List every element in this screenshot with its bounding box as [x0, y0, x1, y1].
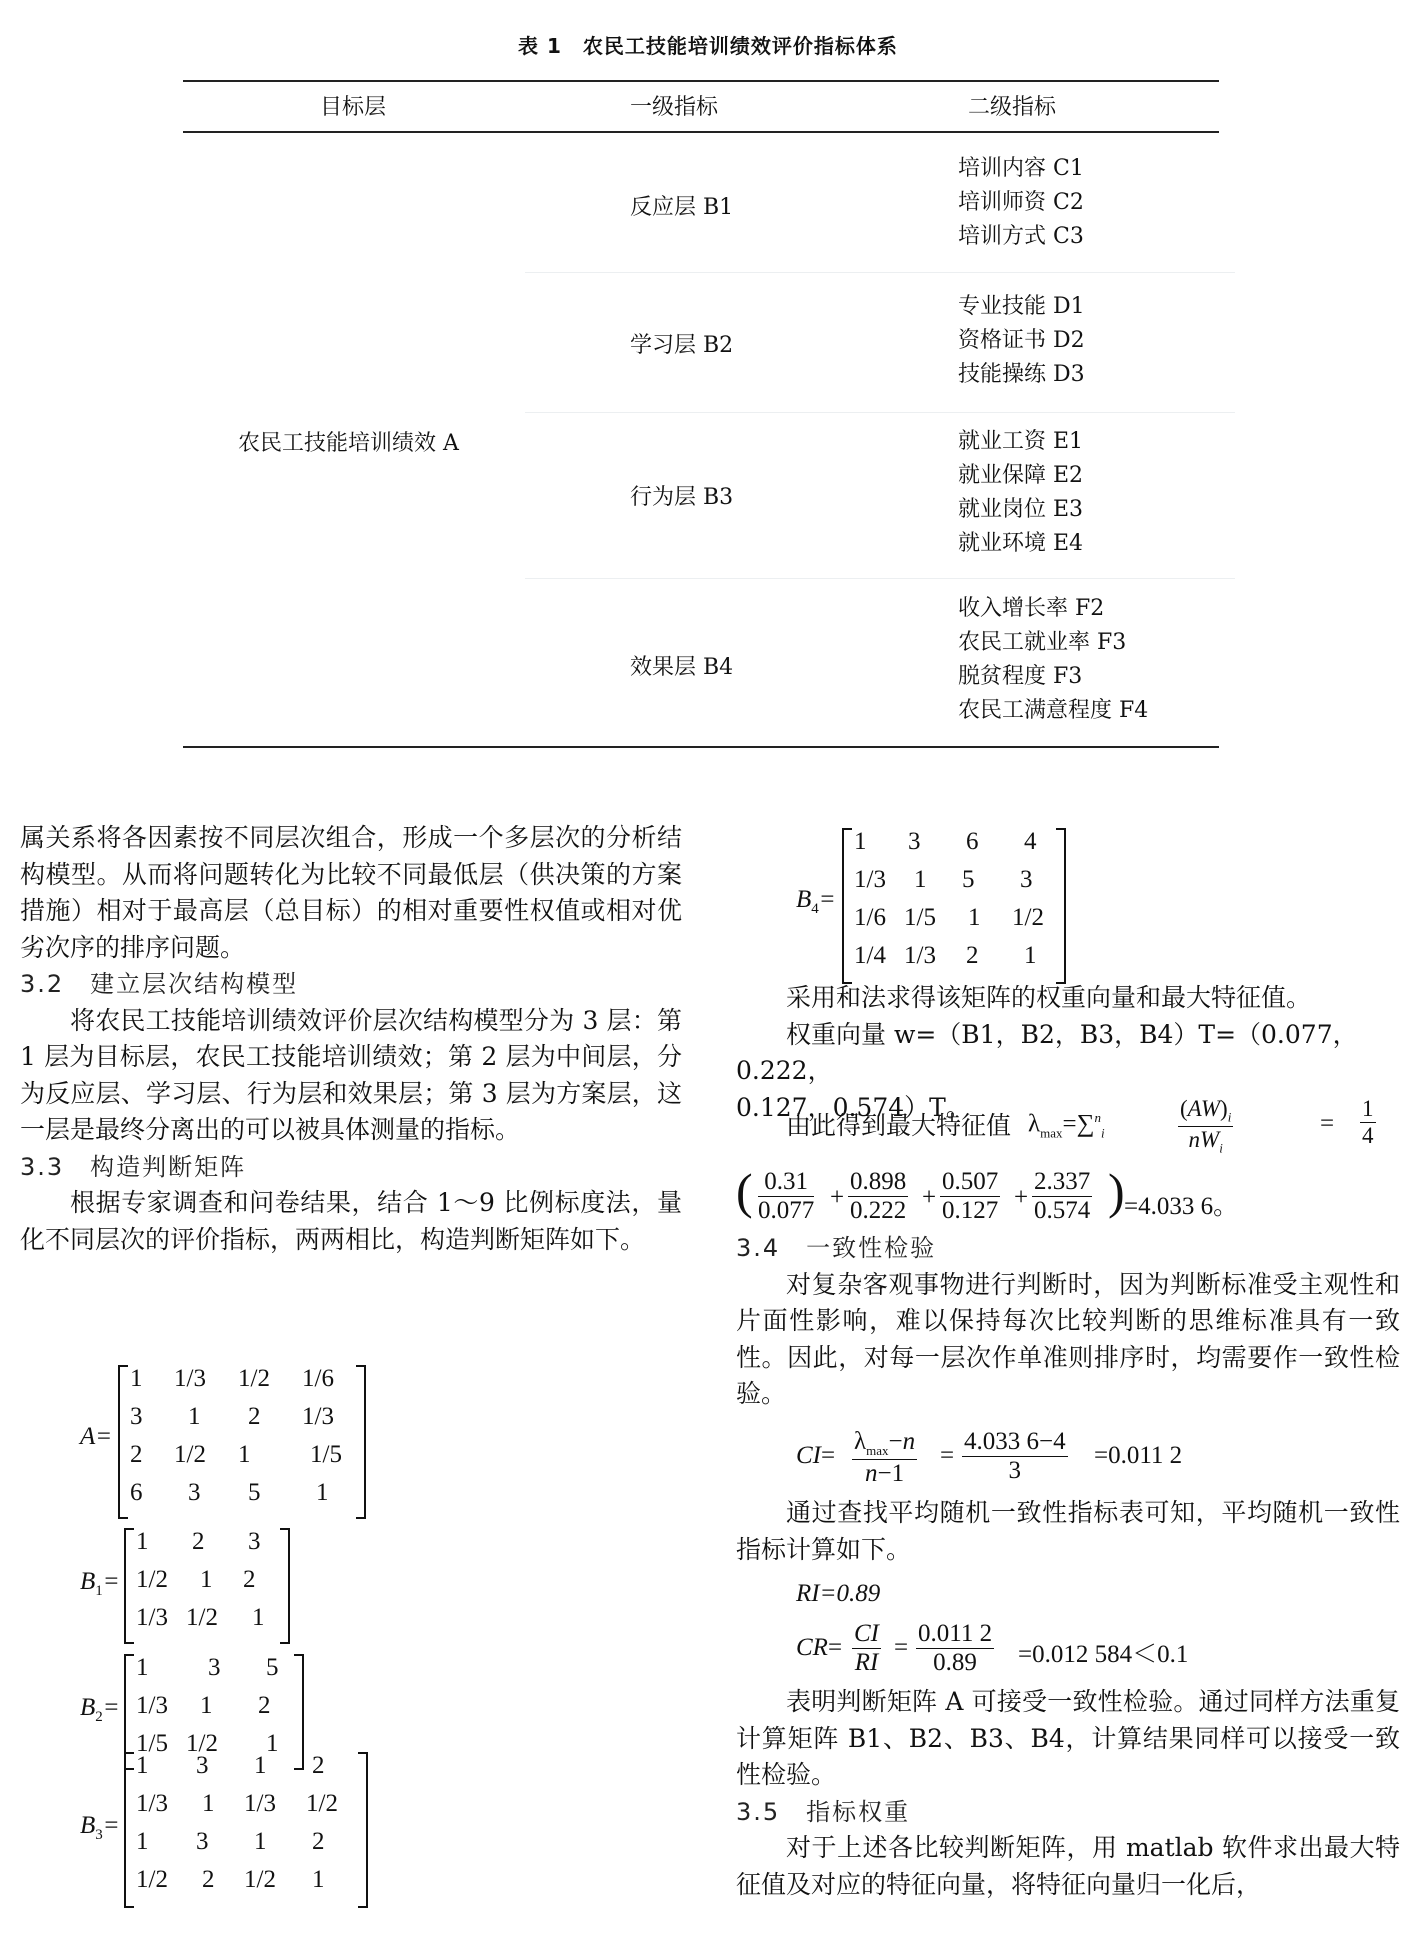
weight-vector-line: 权重向量 w=（B1，B2，B3，B4）T=（0.077，0.222， — [736, 1019, 1358, 1085]
matrix-cell: 2 — [312, 1752, 325, 1779]
matrix-cell: 1/2 — [238, 1365, 270, 1392]
ci-result: =0.011 2 — [1094, 1442, 1183, 1469]
indicator-item: 脱贫程度 F3 — [958, 664, 1083, 689]
right-bracket — [358, 1752, 368, 1908]
right-column-top — [736, 980, 1400, 1126]
table-top-rule — [183, 80, 1219, 82]
matrix-cell: 1/5 — [310, 1441, 342, 1468]
header-level-1: 一级指标 — [630, 95, 719, 120]
right-bracket — [1056, 828, 1066, 984]
matrix-cell: 2 — [243, 1566, 256, 1593]
matrix-cell: 1/2 — [244, 1866, 276, 1893]
cr-label: CR= — [796, 1634, 843, 1661]
paragraph: 属关系将各因素按不同层次组合，形成一个多层次的分析结构模型。从而将问题转化为比较不同最低层（供决策的方案措施）相对于最高层（总目标）的相对重要性权值或相对优劣次序的排序问题。 — [20, 823, 682, 962]
right-bracket — [356, 1365, 366, 1519]
matrix-cell: 1 — [312, 1866, 325, 1893]
matrix-cell: 3 — [248, 1528, 261, 1555]
matrix-cell: 5 — [248, 1479, 261, 1506]
target-layer-cell: 农民工技能培训绩效 A — [238, 431, 459, 456]
indicator-item: 培训方式 C3 — [958, 224, 1084, 249]
matrix-cell: 1 — [188, 1403, 201, 1430]
matrix-cell: 3 — [196, 1752, 209, 1779]
matrix-label: $B_2=$ — [80, 1694, 120, 1725]
matrix-cell: 5 — [266, 1654, 279, 1681]
paragraph: 表明判断矩阵 A 可接受一致性检验。通过同样方法重复计算矩阵 B1、B2、B3、B4，计算结果同样可以接受一致性检验。 — [736, 1687, 1400, 1789]
matrix-cell: 1 — [254, 1828, 267, 1855]
table-caption: 表 1 农民工技能培训绩效评价指标体系 — [518, 34, 898, 58]
matrix-cell: 1/3 — [244, 1790, 276, 1817]
header-target-layer: 目标层 — [320, 95, 387, 120]
indicator-item: 技能操练 D3 — [958, 362, 1085, 387]
matrix-cell: 2 — [966, 942, 979, 969]
matrix-cell: 1 — [202, 1790, 215, 1817]
right-column-bottom — [736, 1684, 1400, 1903]
matrix-cell: 1 — [252, 1604, 265, 1631]
matrix-cell: 1/3 — [302, 1403, 334, 1430]
matrix-cell: 1/2 — [174, 1441, 206, 1468]
indicator-item: 就业保障 E2 — [958, 463, 1084, 488]
matrix-cell: 5 — [962, 866, 975, 893]
right-paren: ) — [1108, 1163, 1125, 1219]
indicator-item: 专业技能 D1 — [958, 294, 1085, 319]
cr-result: =0.012 584＜0.1 — [1018, 1641, 1189, 1668]
indicator-item: 收入增长率 F2 — [958, 596, 1105, 621]
level-cell-b4: 效果层 B4 — [630, 655, 734, 680]
matrix-cell: 1/2 — [136, 1566, 168, 1593]
matrix-cell: 1 — [136, 1828, 149, 1855]
paragraph: 根据专家调查和问卷结果，结合 1～9 比例标度法，量化不同层次的评价指标，两两相比，构造判断矩阵如下。 — [20, 1188, 682, 1254]
matrix-cell: 1/6 — [302, 1365, 334, 1392]
indicator-item: 农民工满意程度 F4 — [958, 698, 1149, 723]
matrix-cell: 4 — [1024, 828, 1037, 855]
matrix-cell: 2 — [202, 1866, 215, 1893]
matrix-cell: 1/6 — [854, 904, 886, 931]
matrix-cell: 1/5 — [136, 1730, 168, 1757]
matrix-cell: 1/3 — [854, 866, 886, 893]
matrix-cell: 1/3 — [904, 942, 936, 969]
matrix-cell: 1/2 — [186, 1604, 218, 1631]
indicator-item: 就业环境 E4 — [958, 531, 1084, 556]
sum-term: $\frac{0.898}{0.222}$ — [850, 1168, 907, 1224]
lambda-fraction: $(AW)_i$ $nW_i$ — [1180, 1096, 1232, 1156]
matrix-cell: 6 — [130, 1479, 143, 1506]
matrix-cell: 1 — [254, 1752, 267, 1779]
equals-sign: = — [894, 1634, 909, 1661]
matrix-cell: 2 — [192, 1528, 205, 1555]
left-bracket — [124, 1528, 134, 1644]
matrix-cell: 3 — [196, 1828, 209, 1855]
matrix-cell: 1/5 — [904, 904, 936, 931]
weight-vector-line-cont: 0.127，0.574）T。 — [736, 1092, 971, 1122]
matrix-label: $B_4=$ — [796, 886, 836, 917]
level-cell-b3: 行为层 B3 — [630, 485, 734, 510]
indicator-group-b1 — [958, 152, 1084, 254]
plus-sign: + — [1014, 1184, 1029, 1211]
matrix-cell: 3 — [130, 1403, 143, 1430]
right-column-mid — [736, 1230, 1400, 1413]
matrix-cell: 1/4 — [854, 942, 886, 969]
cr-fraction-lhs: $\frac{CI}{RI}$ — [854, 1620, 879, 1676]
ci-fraction-lhs: $\lambda_{max}-n$ n−1 — [854, 1428, 916, 1487]
indicator-item: 资格证书 D2 — [958, 328, 1085, 353]
matrix-cell: 1/2 — [136, 1866, 168, 1893]
matrix-cell: 1/2 — [1012, 904, 1044, 931]
plus-sign: + — [830, 1184, 845, 1211]
indicator-group-b3 — [958, 425, 1083, 561]
right-column-ri — [736, 1495, 1400, 1568]
matrix-cell: 2 — [312, 1828, 325, 1855]
matrix-cell: 1 — [200, 1566, 213, 1593]
matrix-cell: 1 — [968, 904, 981, 931]
paragraph: 通过查找平均随机一致性指标表可知，平均随机一致性指标计算如下。 — [736, 1498, 1400, 1564]
left-bracket — [842, 828, 852, 984]
left-bracket — [118, 1365, 128, 1519]
section-heading-3-5: 3.5 指标权重 — [736, 1797, 911, 1826]
matrix-cell: 1/3 — [174, 1365, 206, 1392]
lambda-max-symbol: $\lambda_{max}=\sum^n_i$ — [1028, 1110, 1105, 1141]
group-separator — [525, 272, 1235, 273]
matrix-cell: 1 — [200, 1692, 213, 1719]
matrix-cell: 2 — [248, 1403, 261, 1430]
level-cell-b1: 反应层 B1 — [630, 195, 734, 220]
section-heading-3-4: 3.4 一致性检验 — [736, 1234, 937, 1262]
table-header-rule — [183, 131, 1219, 133]
quarter-fraction: $\frac{1}{4}$ — [1362, 1096, 1374, 1148]
ci-fraction-rhs: $\frac{4.033 6-4}{3}$ — [964, 1428, 1066, 1484]
indicator-item: 就业岗位 E3 — [958, 497, 1084, 522]
group-separator — [525, 412, 1235, 413]
cr-fraction-rhs: $\frac{0.011 2}{0.89}$ — [918, 1620, 993, 1676]
indicator-item: 培训内容 C1 — [958, 156, 1084, 181]
plus-sign: + — [922, 1184, 937, 1211]
matrix-cell: 1 — [130, 1365, 143, 1392]
matrix-cell: 1/3 — [136, 1604, 168, 1631]
matrix-cell: 1/3 — [136, 1790, 168, 1817]
matrix-cell: 2 — [130, 1441, 143, 1468]
matrix-label: $B_1=$ — [80, 1568, 120, 1599]
indicator-group-b4 — [958, 592, 1148, 728]
matrix-cell: 1 — [266, 1730, 279, 1757]
paragraph: 对于上述各比较判断矩阵，用 matlab 软件求出最大特征值及对应的特征向量，将特征向量归一化后， — [736, 1833, 1400, 1899]
sum-term: $\frac{0.31}{0.077}$ — [758, 1168, 815, 1224]
indicator-item: 培训师资 C2 — [958, 190, 1084, 215]
level-cell-b2: 学习层 B2 — [630, 333, 734, 358]
matrix-cell: 1/3 — [136, 1692, 168, 1719]
matrix-cell: 1 — [136, 1654, 149, 1681]
matrix-cell: 1 — [316, 1479, 329, 1506]
lambda-intro: 由此得到最大特征值 — [786, 1111, 1012, 1140]
indicator-group-b2 — [958, 290, 1085, 392]
paragraph: 对复杂客观事物进行判断时，因为判断标准受主观性和片面性影响，难以保持每次比较判断的思维标准具有一致性。因此，对每一层次作单准则排序时，均需要作一致性检验。 — [736, 1269, 1400, 1408]
section-heading-3-3: 3.3 构造判断矩阵 — [20, 1152, 247, 1181]
section-heading-3-2: 3.2 建立层次结构模型 — [20, 970, 299, 998]
matrix-cell: 1 — [914, 866, 927, 893]
ci-label: CI= — [796, 1442, 836, 1469]
sum-term: $\frac{2.337}{0.574}$ — [1034, 1168, 1091, 1224]
matrix-cell: 1 — [136, 1528, 149, 1555]
matrix-cell: 1 — [238, 1441, 251, 1468]
sum-term: $\frac{0.507}{0.127}$ — [942, 1168, 999, 1224]
header-level-2: 二级指标 — [968, 95, 1057, 120]
matrix-cell: 6 — [966, 828, 979, 855]
indicator-item: 农民工就业率 F3 — [958, 630, 1127, 655]
equals-sign: = — [940, 1442, 955, 1469]
matrix-cell: 3 — [908, 828, 921, 855]
matrix-cell: 1 — [136, 1752, 149, 1779]
ri-value: RI=0.89 — [796, 1580, 881, 1607]
matrix-cell: 1 — [854, 828, 867, 855]
left-column — [20, 820, 682, 1258]
paragraph: 将农民工技能培训绩效评价层次结构模型分为 3 层：第 1 层为目标层，农民工技能培训绩效；第 2 层为中间层，分为反应层、学习层、行为层和效果层；第 3 层为方案层，这一层是最终分离出的可以被具体测量的指标。 — [20, 1005, 682, 1144]
right-bracket — [294, 1654, 304, 1770]
table-bottom-rule — [183, 746, 1219, 748]
right-bracket — [280, 1528, 290, 1644]
lambda-result: =4.033 6。 — [1124, 1193, 1239, 1220]
matrix-cell: 1 — [1024, 942, 1037, 969]
matrix-cell: 3 — [188, 1479, 201, 1506]
matrix-cell: 3 — [208, 1654, 221, 1681]
matrix-label: $B_3=$ — [80, 1812, 120, 1843]
matrix-cell: 1/2 — [186, 1730, 218, 1757]
matrix-cell: 3 — [1020, 866, 1033, 893]
matrix-cell: 1/2 — [306, 1790, 338, 1817]
equals-sign: = — [1320, 1110, 1335, 1137]
left-paren: ( — [736, 1163, 753, 1219]
paragraph: 采用和法求得该矩阵的权重向量和最大特征值。 — [786, 983, 1312, 1012]
left-bracket — [124, 1752, 134, 1908]
matrix-label: A= — [80, 1423, 113, 1450]
group-separator — [525, 578, 1235, 579]
indicator-item: 就业工资 E1 — [958, 429, 1084, 454]
matrix-cell: 2 — [258, 1692, 271, 1719]
